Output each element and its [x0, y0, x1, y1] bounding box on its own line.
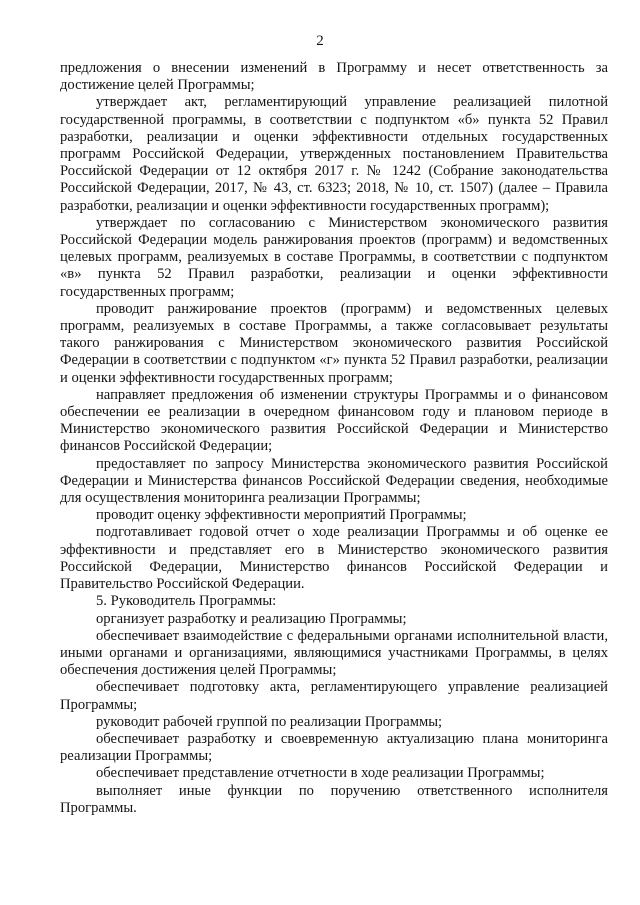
paragraph-8: подготавливает годовой отчет о ходе реализации Программы и об оценке ее эффективности и представляет его в Министерство экономического развития Российской Федерации, Министерство финансов Российской Федерации и Правительство Российской Федерации.: [60, 524, 608, 593]
section-heading-5: 5. Руководитель Программы:: [96, 593, 277, 610]
paragraph-6: предоставляет по запросу Министерства экономического развития Российской Федерации и Министерства финансов Российской Федерации сведения, необходимые для осуществления мониторинга реализации Программы;: [60, 455, 608, 507]
paragraph-3: утверждает по согласованию с Министерством экономического развития Российской Федерации модель ранжирования проектов (программ) и ведомственных целевых программ, реализуемых в составе Программы, в соответствии с подпунктом «в» пункта 52 Правил разработки, реализации и оценки эффективности государственных программ;: [60, 214, 608, 300]
paragraph-15: обеспечивает представление отчетности в ходе реализации Программы;: [96, 765, 545, 782]
paragraph-16: выполняет иные функции по поручению ответственного исполнителя Программы.: [60, 782, 608, 816]
paragraph-14: обеспечивает разработку и своевременную актуализацию плана мониторинга реализации Программы;: [60, 730, 608, 765]
paragraph-2: утверждает акт, регламентирующий управление реализацией пилотной государственной программы, в соответствии с подпунктом «б» пункта 52 Правил разработки, реализации и оценки эффективности отдельных государственных программ Российской Федерации, утвержденных постановлением Правительства Российской Федерации от 12 октября 2017 г. № 1242 (Собрание законодательства Российской Федерации, 2017, № 43, ст. 6323; 2018, № 10, ст. 1507) (далее – Правила разработки, реализации и оценки эффективности государственных программ);: [60, 94, 608, 214]
paragraph-5: направляет предложения об изменении структуры Программы и о финансовом обеспечении ее реализации в очередном финансовом году и плановом периоде в Министерство экономического развития Российской Федерации и Министерство финансов Российской Федерации;: [60, 386, 608, 455]
paragraph-7: проводит оценку эффективности мероприятий Программы;: [96, 507, 467, 524]
paragraph-11: обеспечивает взаимодействие с федеральными органами исполнительной власти, иными органами и организациями, являющимися участниками Программы, в целях обеспечения достижения целей Программы;: [60, 627, 608, 679]
paragraph-4: проводит ранжирование проектов (программ) и ведомственных целевых программ, реализуемых в составе Программы, а также согласовывает результаты такого ранжирования с Министерством экономического развития Российской Федерации в соответствии с подпунктом «г» пункта 52 Правил разработки, реализации и оценки эффективности государственных программ;: [60, 300, 608, 386]
document-body: [60, 60, 608, 817]
page-number: 2: [316, 33, 324, 49]
paragraph-12: обеспечивает подготовку акта, регламентирующего управление реализацией Программы;: [60, 679, 608, 713]
paragraph-13: руководит рабочей группой по реализации Программы;: [96, 713, 443, 730]
paragraph-10: организует разработку и реализацию Программы;: [96, 610, 407, 627]
paragraph-1: предложения о внесении изменений в Программу и несет ответственность за достижение целей Программы;: [60, 60, 608, 94]
